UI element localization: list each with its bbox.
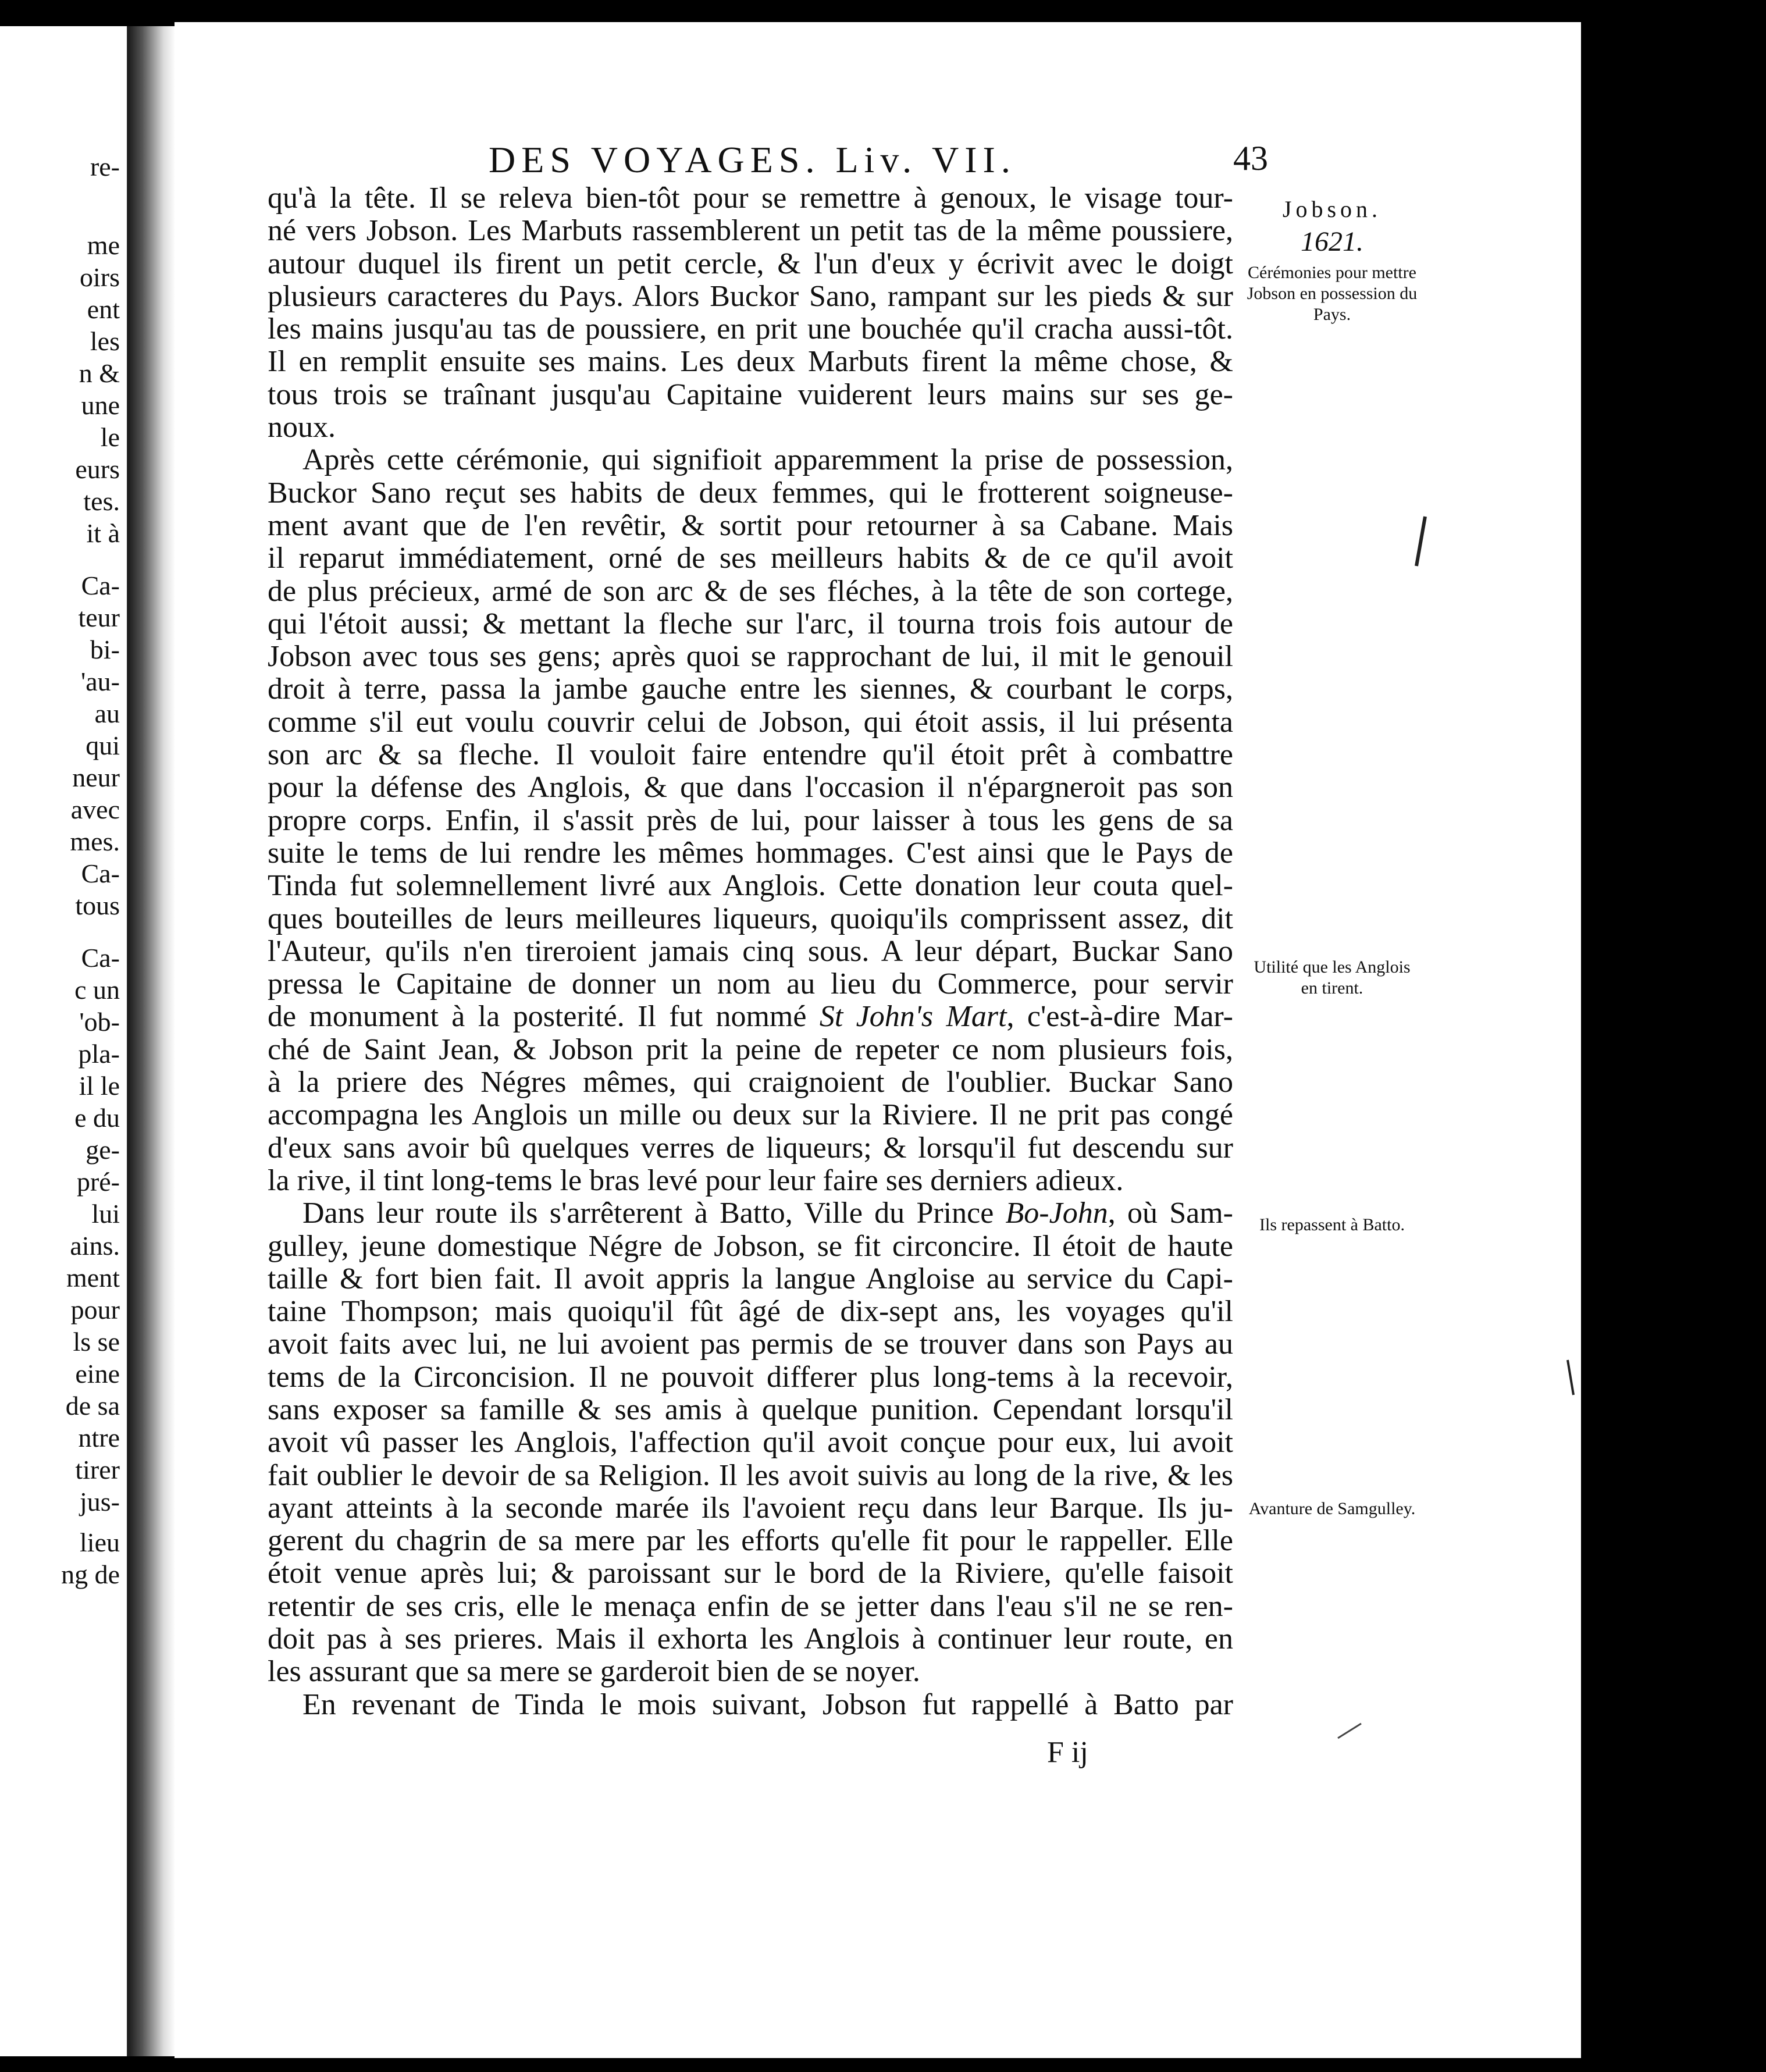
text-line: comme s'il eut voulu couvrir celui de Jobson, qui étoit assis, il lui présenta: [268, 706, 1233, 739]
facing-page-fragment: de sa: [65, 1391, 120, 1421]
facing-page-fragment: une: [81, 390, 120, 420]
text-body: [268, 182, 1233, 1721]
facing-page-fragment: e du: [74, 1103, 120, 1133]
facing-page-fragment: le: [100, 422, 120, 452]
side-note: Utilité que les Anglois en tirent.: [1254, 957, 1411, 998]
text-line: droit à terre, passa la jambe gauche entre les siennes, & courbant le corps,: [268, 673, 1233, 706]
italic-name: Bo-John: [1005, 1197, 1108, 1230]
side-note-3: [1245, 1215, 1419, 1236]
side-note-2: [1245, 957, 1419, 999]
text-line: né vers Jobson. Les Marbuts rassemblerent un petit tas de la même poussiere,: [268, 215, 1233, 248]
facing-page-fragment: pour: [70, 1295, 120, 1325]
text-line: taille & fort bien fait. Il avoit appris la langue Angloise au service du Capi-: [268, 1262, 1233, 1295]
facing-page-fragment: Ca-: [81, 571, 120, 600]
text-line: à la priere des Négres mêmes, qui craignoient de l'oublier. Buckar Sano: [268, 1066, 1233, 1099]
text-line: accompagna les Anglois un mille ou deux sur la Riviere. Il ne prit pas congé: [268, 1099, 1233, 1132]
text-line: En revenant de Tinda le mois suivant, Jobson fut rappellé à Batto par: [302, 1688, 1233, 1721]
side-note: Avanture de Samgulley.: [1248, 1499, 1416, 1518]
text-line: étoit venue après lui; & paroissant sur le bord de la Riviere, qu'elle faisoit: [268, 1557, 1233, 1590]
text-line: son arc & sa fleche. Il vouloit faire entendre qu'il étoit prêt à combattre: [268, 739, 1233, 772]
text-line: ché de Saint Jean, & Jobson prit la peine de repeter ce nom plusieurs fois,: [268, 1033, 1233, 1066]
text-line: la rive, il tint long-tems le bras levé pour leur faire ses derniers adieux.: [268, 1164, 1124, 1197]
facing-page-fragment: eurs: [75, 454, 120, 484]
text-line: Il en remplit ensuite ses mains. Les deux Marbuts firent la même chose, &: [268, 346, 1233, 379]
facing-page-fragment: teur: [78, 603, 120, 632]
text-line: plusieurs caracteres du Pays. Alors Buckor Sano, rampant sur les pieds & sur: [268, 280, 1233, 313]
facing-page-fragment: ment: [66, 1263, 120, 1293]
facing-page-fragment: re-: [90, 152, 120, 181]
facing-page-fragment: ng de: [61, 1560, 120, 1589]
facing-page-fragment: eine: [75, 1359, 120, 1389]
facing-page-fragment: n &: [79, 358, 120, 388]
text-line: pressa le Capitaine de donner un nom au lieu du Commerce, pour servir: [268, 968, 1233, 1001]
book-gutter: [128, 26, 176, 2056]
facing-page-fragment: me: [87, 230, 120, 260]
facing-page-fragment: pla-: [78, 1039, 120, 1069]
facing-page-fragment: mes.: [70, 827, 120, 856]
facing-page-fragment: tes.: [83, 486, 120, 516]
facing-page-fragment: neur: [72, 763, 120, 792]
text-line: fait oublier le devoir de sa Religion. Il les avoit suivis au long de la rive, & les: [268, 1459, 1233, 1492]
facing-page-fragment: ent: [87, 294, 120, 324]
page-number: 43: [1233, 139, 1268, 177]
facing-page-fragment: il le: [79, 1071, 120, 1101]
text-line: tous trois se traînant jusqu'au Capitaine vuiderent leurs mains sur ses ge-: [268, 378, 1233, 411]
facing-page-fragment: ls se: [73, 1327, 120, 1357]
text-line: propre corps. Enfin, il s'assit près de lui, pour laisser à tous les gens de sa: [268, 804, 1233, 837]
side-note: Ils repassent à Batto.: [1259, 1215, 1405, 1234]
blemish-stroke: [1416, 517, 1425, 566]
facing-page-fragment: lui: [91, 1199, 120, 1229]
side-note: Cérémonies pour mettre Jobson en possession du Pays.: [1247, 263, 1418, 324]
margin-name: Jobson.: [1282, 196, 1382, 222]
text-line: avoit vû passer les Anglois, l'affection qu'il avoit conçue pour eux, lui avoit: [268, 1426, 1233, 1459]
text-line: de monument à la posterité. Il fut nommé St John's Mart, c'est-à-dire Mar-: [268, 1001, 1233, 1034]
text-line: Après cette cérémonie, qui signifioit apparemment la prise de possession,: [302, 444, 1233, 477]
facing-page-fragment: avec: [70, 795, 120, 824]
text-line: sans exposer sa famille & ses amis à quelque punition. Cependant lorsqu'il: [268, 1393, 1233, 1426]
text-line: autour duquel ils firent un petit cercle, & l'un d'eux y écrivit avec le doigt: [268, 247, 1233, 280]
signature-mark: F ij: [1047, 1736, 1088, 1769]
text-line: gerent du chagrin de sa mere par les efforts qu'elle fit pour le rappeller. Elle: [268, 1525, 1233, 1558]
text-line: taine Thompson; mais quoiqu'il fût âgé de dix-sept ans, les voyages qu'il: [268, 1295, 1233, 1329]
italic-name: St John's Mart: [819, 1001, 1007, 1034]
facing-page-fragment: lieu: [80, 1528, 120, 1557]
facing-page-fragment: bi-: [90, 635, 120, 664]
margin-year: 1621.: [1301, 226, 1363, 257]
text-line: Buckor Sano reçut ses habits de deux femmes, qui le frotterent soigneuse-: [268, 476, 1233, 510]
text-line: les assurant que sa mere se garderoit bien de se noyer.: [268, 1656, 920, 1689]
facing-page-fragment: it à: [86, 518, 120, 548]
facing-page-fragment: tous: [75, 891, 120, 920]
text-line: ayant atteints à la seconde marée ils l'avoient reçu dans leur Barque. Ils ju-: [268, 1491, 1233, 1525]
facing-page-fragment: qui: [86, 731, 120, 760]
facing-page-fragment: jus-: [80, 1487, 120, 1516]
text-line: suite le tems de lui rendre les mêmes hommages. C'est ainsi que le Pays de: [268, 836, 1233, 870]
text-line: les mains jusqu'au tas de poussiere, en prit une bouchée qu'il cracha aussi-tôt.: [268, 313, 1233, 346]
text-line: Dans leur route ils s'arrêterent à Batto, Ville du Prince Bo-John, où Sam-: [302, 1197, 1233, 1230]
facing-page-fragment: les: [90, 326, 120, 356]
facing-page-fragment: Ca-: [81, 859, 120, 888]
facing-page-fragment: pré-: [76, 1167, 120, 1197]
facing-page-fragment: au: [94, 699, 120, 728]
facing-page-fragment: ntre: [78, 1423, 120, 1452]
text-line: d'eux sans avoir bû quelques verres de liqueurs; & lorsqu'il fut descendu sur: [268, 1131, 1233, 1165]
text-line: avoit faits avec lui, ne lui avoient pas permis de se trouver dans son Pays au: [268, 1328, 1233, 1361]
facing-page-fragment: oirs: [80, 262, 120, 292]
book-page: [175, 22, 1581, 2058]
text-line: l'Auteur, qu'ils n'en tireroient jamais cinq sous. A leur départ, Buckar Sano: [268, 935, 1233, 968]
margin-head: [1245, 194, 1419, 325]
text-line: noux.: [268, 411, 336, 444]
text-line: ques bouteilles de leurs meilleures liqueurs, quoiqu'ils comprissent assez, dit: [268, 902, 1233, 935]
text-line: retentir de ses cris, elle le menaça enfin de se jetter dans l'eau s'il ne se ren-: [268, 1590, 1233, 1623]
text-line: pour la défense des Anglois, & que dans l'occasion il n'épargneroit pas son: [268, 771, 1233, 804]
text-line: gulley, jeune domestique Négre de Jobson, se fit circoncire. Il étoit de haute: [268, 1230, 1233, 1263]
side-note-4: [1245, 1498, 1419, 1519]
text-line: tems de la Circoncision. Il ne pouvoit differer plus long-tems à la recevoir,: [268, 1361, 1233, 1394]
text-line: il reparut immédiatement, orné de ses meilleurs habits & de ce qu'il avoit: [268, 542, 1233, 575]
facing-page-fragment: tirer: [75, 1455, 120, 1484]
blemish-stroke: [1568, 1360, 1573, 1395]
text-line: doit pas à ses prieres. Mais il exhorta les Anglois à continuer leur route, en: [268, 1623, 1233, 1656]
facing-page-fragment: 'au-: [80, 667, 120, 696]
facing-page-edge: [0, 26, 130, 2056]
text-line: de plus précieux, armé de son arc & de ses fléches, à la tête de son cortege,: [268, 575, 1233, 608]
text-line: qu'à la tête. Il se releva bien-tôt pour se remettre à genoux, le visage tour-: [268, 182, 1233, 215]
facing-page-fragment: 'ob-: [79, 1007, 120, 1037]
facing-page-fragment: c un: [74, 975, 120, 1005]
blemish-stroke: [1338, 1724, 1361, 1738]
facing-page-fragment: ge-: [86, 1135, 120, 1165]
text-line: qui l'étoit aussi; & mettant la fleche sur l'arc, il tourna trois fois autour de: [268, 607, 1233, 640]
text-line: Jobson avec tous ses gens; après quoi se rapprochant de lui, il mit le genouil: [268, 640, 1233, 674]
text-line: ment avant que de l'en revêtir, & sortit pour retourner à sa Cabane. Mais: [268, 509, 1233, 542]
facing-page-fragment: Ca-: [81, 943, 120, 973]
running-head: DES VOYAGES. Liv. VII.: [489, 139, 1016, 180]
text-line: Tinda fut solemnellement livré aux Anglois. Cette donation leur couta quel-: [268, 870, 1233, 903]
facing-page-fragment: ains.: [70, 1231, 120, 1261]
